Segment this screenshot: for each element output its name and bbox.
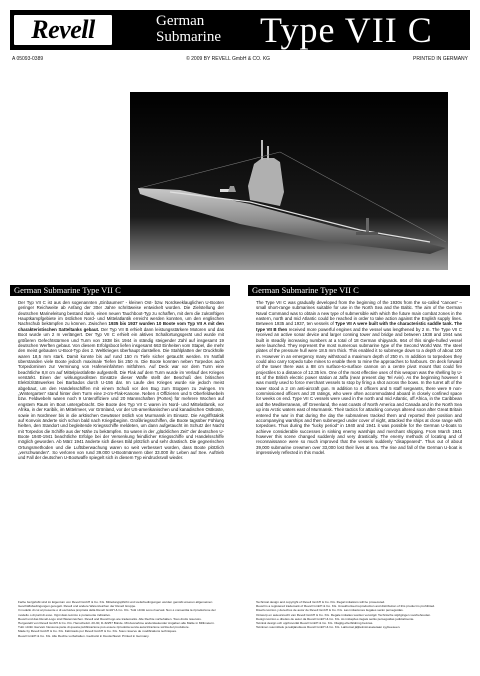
stand-post [366,218,369,232]
article-number: A 05093-0389 [12,56,44,62]
header-bar [10,10,470,50]
footer-note: Diseño técnico y derechos de autor de Revell GmbH & Co. KG. Las imitaciones ilegales serán perseguidas. [256,608,404,613]
printed-notice: PRINTED IN GERMANY [412,56,468,62]
periscope-2 [267,146,269,160]
footer-note: Tutti i diritti riservati. Nessuna parte di questa pubblicazione può essere riprodotta senza autorizzazione scritta del produttore. [18,625,190,630]
footer-note: Hergestellt von Revell GmbH & Co. KG. Henschelstr. 20-30, D-32257 Bünde. Mit Ausnahme anderslautender Angaben alle Maße in Millimetern. [18,621,215,626]
revell-logo: Revell [13,14,113,46]
english-paragraph-2: received more powerful engines and the vessel was lengthened by 2 m. The Type VII C received an active sonar device and larger conning tower and bridge and between 1938 and 1944 was built in steadily increasing numbers at a total of 18 German shipyards. 664 of this single-hulled vessel were launched. They represent the most numerous submarine type of the Second World War. The steel plates of the pressure hull were 18.5 mm thick. This enabled it to submerge down to a depth of about 100 m. However in an emergency many withstood a maximum depth of 250 m. In addition to torpedoes they could also carry torpedo tube mines to enable them to mine the approaches to harbours. On deck forward of the tower there was a 88 cm surface-to-surface cannon on a centre pivot mount that could fire projectiles to a distance of 12.35 km. One of the most effective uses of this weapon was the shelling by U-81 of the British electric power station at Jaffa (near present day Tel Aviv). As the beginning however it was mostly used to force merchant vessels to stop by firing a shot across the bows. In the turret aft of the tower stood a 2 cm anti-aircraft gun. In addition to 4 officers and 5 staff sergeants, there were 9 non-commissioned officers and 20 ratings, who were often accommodated aboard in closely confined space for weeks on end. Type VII C vessels were used in the north and mid Atlantic, off Africa, in the Caribbean and the Mediterranean, off Greenland, the east coasts of North America and Canada and in the North Sea up into Arctic waters east of Murmansk. Their tactics for attacking convoys altered soon after Great Britain entered the war in that during the day the submarines tracked them and reported their position and accompanying warships and then submerged under cover of night, attacked the ships at close range with torpedoes. Thus during the “lucky period” in 1940 and 1941 it was possible for the German U-boats to achieve considerable successes in sinking enemy warships and merchant shipping. From March 1941 however this scene changed suddenly and very drastically. The enemy methods of locating and of reconnaissance were so much improved that the vessels suddenly “disappeared”. Thus out of about 39,000 submarine crewmen over 33,000 lost their lives at sea. The rise and fall of the German U-boat is impressively reflected in this model. [256,326,462,456]
footer-notes-right [256,600,462,650]
german-section-heading: German Submarine Type VII C [10,285,230,296]
footer-note: Ontwerp en auteursrecht van Revell GmbH & Co. KG. Illegale imitaties worden vervolgd. Technische wijzigingen voorbehouden. [256,612,432,617]
footer-note: Revell GmbH & Co. KG. Alle Rechte vorbehalten. Gedruckt in Deutschland. Printed in Germany. [18,633,150,638]
footer-note: Teknisk design och upphovsrätt Revell GmbH & Co. KG. Olaglig efterbildning beivras. [256,621,374,626]
submarine-photo [130,92,448,270]
footer-note: Revell is a registered trademark of Revell GmbH & Co. KG. Unauthorised reproduction and distribution of this product is prohibited. [256,604,436,609]
copyright-notice: © 2009 BY REVELL GmbH & CO. KG [186,56,271,62]
footer-note: Il modello di cui al presente è di esclusiva proprietà della Revell GmbH & Co. KG. Tutti i diritti sono riservati. Non è consentita la riproduzione del modello o di parti di esso. Ogni dato tecnico è puramente indicativo. [18,608,216,617]
header-subtitle [156,13,236,45]
footer-note: Tekninen suunnittelu ja tekijänoikeus Revell GmbH & Co. KG. Laittomat jäljitelmät asetetaan syytteeseen. [256,625,401,630]
english-text-column [256,300,462,508]
subtitle-line-1: German [156,13,205,29]
subtitle-line-2: Submarine [156,29,221,45]
page-title: Type VII C [260,10,433,50]
german-text-column [18,300,224,508]
footer-note: Design técnico e direitos de autor da Revell GmbH & Co. KG. As imitações ilegais serão perseguidas judicialmente. [256,616,415,621]
english-paragraph-1: The Type VII C was gradually developed from the beginning of the 1930s from the so-called “canoes” – small short-range submarines suitable for use in the North Sea and the Baltic. The aim of the German Naval Command was to obtain a new type of submersible with which the future main combat zones in the eastern, north and mid Atlantic could be reached in order to take action against the English supply lines. Between 1935 and 1937, ten vessels of [256,300,462,327]
meta-line [12,56,468,62]
english-bold-sentence: Type VII A were built with the characteristic saddle tank. The type VII B then [256,321,462,332]
german-bold-sentence: 1935 bis 1937 wurden 10 Boote vom Typ VII A mit den charakteristischen Satteltanks gebaut. [18,321,224,332]
footer-notes-left [18,600,224,650]
stand-base [356,232,378,235]
footer-note: Revell und das Revell-Logo sind Warenzeichen. Revell and Revell logo are trademarks. Alle Rechte vorbehalten. Tous droits réservés. [18,616,202,621]
footer-note: Technical design and copyright of Revell GmbH & Co. KG. Illegal imitations will be prosecuted. [256,600,386,604]
english-section-heading: German Submarine Type VII C [248,285,470,296]
footer-note: Farbe bezgsfußt sind im Eigentum von Revell GmbH & Co. KG. Mitteilungspflicht und Lieferbedingungen werden gemäß unseren allgemeinen Geschäftsbedingungen geregelt. Revell und andere Warenzeichen der Revell Gruppe. [18,600,213,609]
german-paragraph-2: Der Typ VII B erhielt dann leistungsstärkere Motoren und das Boot wurde um 2 m verlängert. Der Typ VII C erhielt ein aktives Schallortungsgerät und wurde mit größeren Gefechtstürmen und Turm von 1938 bis 1944 in ständig steigender Zahl auf insgesamt 19 deutschen Werften gebaut. Von diesem Erfolgsboot liefen insgesamt 663 Einheiten vom Stapel, die mehr den meist gebauten U-Boot-Typ des 2. Weltkrieges überhaupt darstellen. Die Stahlplatten der Druckhülle waren 18,5 mm stark. Damit konnte bis auf rund 150 m Tiefe sicher getaucht werden. Im Notfall überstanden viele Boote jedoch maximale Tiefen bis 250 m. Die Boote konnten neben Torpedos auch Torpedominen zur Verminung von Hafeneinfahrten mitführen. Auf Deck war vor dem Turm eine beachtliche 8,8 cm auf Mittelpivotlafette aufgestellt. Die Flak auf dem Turm wurde im Verlauf des Krieges verstärkt. Einen der wirkungsvollsten Einsätze dieser Waffe stellt der Beschuß des britischen Elektrizitätswerkes bei Barbados durch U-156 dar. Im Laufe des Krieges wurde sie jedoch meist abgebaut, um den Handelsschiffen mit einem Schuß vor den Bug zum Stoppen zu zwingen. Im „Wintergarten“ stand hinter dem Turm eine 2-cm-Flak-Kanone. Neben 4 Offizieren und 5 Oberfeldwebeln bzw. Feldwebeln waren noch 9 Unteroffiziere und 20 Mannschaften (Portes) für mehrere Wochen auf engstem Raum im Boot untergebracht. Die Boote des Typ VII C waren im Nord- und Mittelatlantik, vor Afrika, in der Karibik, im Mittelmeer, vor Grönland, vor der US-amerikanischen und kanadischen Ostküste, sowie im Nordmeer bis in die arktischen Gewässer östlich von Murmansk im Einsatz. Die Angriffstaktik auf Konvois änderte sich schon bald nach Kriegsbeginn. Großkriegsschiffen, die Boote tagsüber Fühlung hielten, den Standort und begleitende Kriegsschiffe meldeten, um dann aufgetaucht im Schutz der Nacht mit Torpedos die Schiffe aus der Nähe zu bekämpfen. So waren in der „glücklichen Zeit“ der deutschen U-Boote 1940-1941 beachtliche Erfolge bei der Versenkung feindlicher Kriegsschiffe und Handelsschiffe möglich geworden. Ab März 1941 änderte sich dieses Bild plötzlich und sehr drastisch. Die gegnerischen Ortungsmethoden und die Luftüberwachung waren so weit verbessert worden, dass Boote plötzlich „verschwanden“. So verloren von rund 39.000 U-Bootmännern über 33.000 ihr Leben auf See. Auftrieb und Fall der deutschen U-Bootwaffe spiegelt sich in diesem Typ eindrucksvoll wieder. [18,326,224,461]
footer-note: Made by Revell GmbH & Co. KG. Fabricado por Revell GmbH & Co. KG. Sous réserve de modifications techniques. [18,629,177,634]
german-paragraph-1: Der Typ VII C ist aus den sogenannten „Einbaumen“ - kleinen Ost- bzw. Nordseeklauglichen U-Booten geringer Reichweite ab Anfang der 30er Jahre schrittweise entwickelt worden. Die Zielstellung der deutschen Marineleitung bestand darin, einen neuen Tauchboot-Typ zu schaffen, mit dem die zukünftigen Hauptkampfgebiete im östlichen Nord- und Mittelatlantik erreicht werden konnten, um den englischen Nachschub bekämpfen zu können. Zwischen [18,300,224,327]
